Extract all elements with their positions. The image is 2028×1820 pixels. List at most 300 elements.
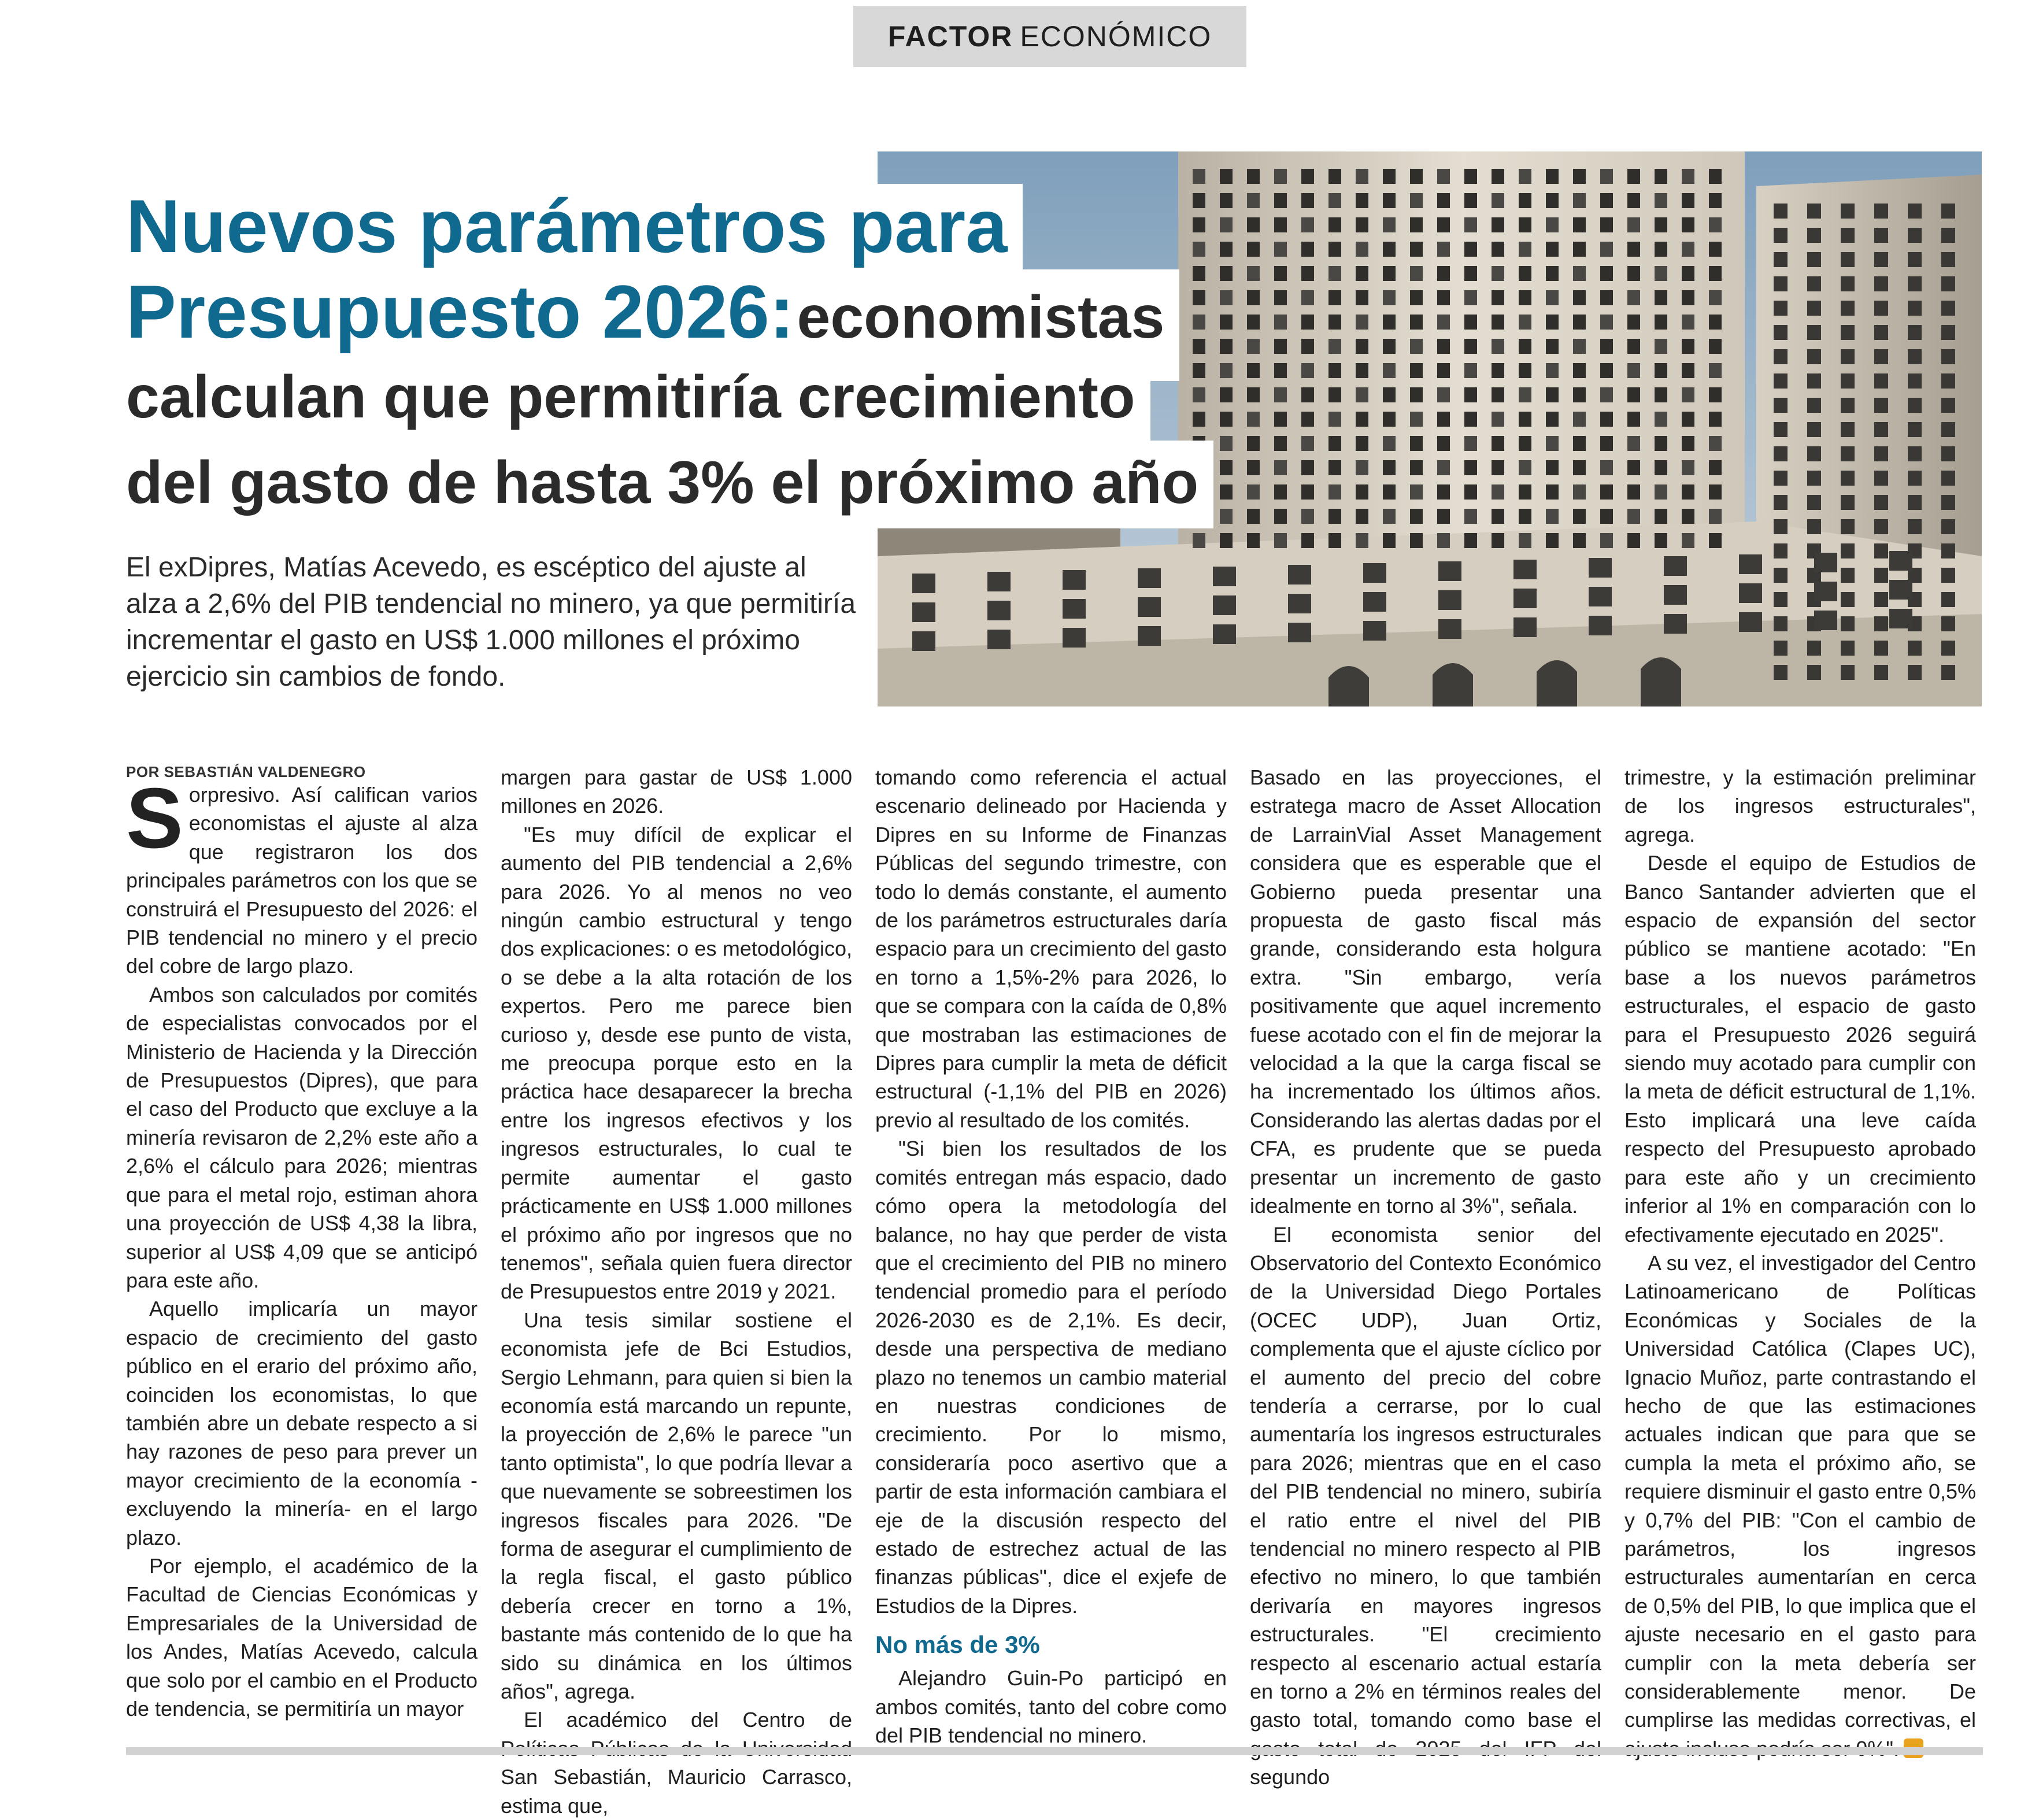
window [1383,339,1396,354]
window [1655,169,1667,184]
window [1655,193,1667,208]
window [1774,422,1788,437]
window [1247,436,1260,451]
window [1519,460,1531,475]
headline-line-4: del gasto de hasta 3% el próximo año [126,441,1213,528]
window [1941,495,1955,510]
window [1383,387,1396,402]
window [1908,495,1922,510]
window [1410,266,1423,281]
window [1546,193,1559,208]
window [1682,460,1694,475]
window [1437,484,1450,500]
window [1874,616,1888,631]
window [1301,363,1314,378]
window [1874,665,1888,680]
window [1138,626,1161,646]
window [1709,266,1722,281]
window [1356,509,1368,524]
window [1874,495,1888,510]
window [1908,373,1922,389]
window [1874,301,1888,316]
window [1874,422,1888,437]
section-tag [853,6,1246,67]
window [1464,509,1477,524]
window [1328,242,1341,257]
window [1274,290,1287,305]
window [1328,484,1341,500]
window [1410,363,1423,378]
window [1546,533,1559,548]
window [1274,193,1287,208]
window [1807,398,1821,413]
window [1709,242,1722,257]
window [1774,592,1788,607]
window [1627,484,1640,500]
window [1774,543,1788,558]
window [1328,169,1341,184]
window [1220,169,1233,184]
window [1655,533,1667,548]
window [1682,533,1694,548]
window [1774,276,1788,291]
window [1739,554,1762,574]
window [1383,509,1396,524]
window [1682,339,1694,354]
window [1492,509,1504,524]
window [1519,484,1531,500]
window [1941,471,1955,486]
window [1941,228,1955,243]
headline-line-3: calculan que permitiría crecimiento [126,355,1150,443]
window [1437,217,1450,232]
window [1908,228,1922,243]
window [1138,568,1161,588]
window [1274,315,1287,330]
window [1464,193,1477,208]
window [1519,509,1531,524]
window [1247,315,1260,330]
window [1573,290,1586,305]
window [1328,533,1341,548]
paragraph-3-2: "Si bien los resultados de los comités entregan más espacio, dado cómo opera la metodología del balance, no hay que perder de vista que el crecimiento del PIB no minero tendencial promedio para el período 2026-2030 es de 2,1%. Es decir, desde una perspectiva de mediano plazo no tenemos un cambio material en nuestras condiciones de crecimiento. Por lo mismo, consideraría poco asertivo que a partir de esta información cambiara el eje de la discusión respecto del estado de estrechez actual de las finanzas públicas", dice el exjefe de Estudios de la Dipres. [875,1137,1227,1618]
window [1627,387,1640,402]
window [1220,533,1233,548]
window [1682,242,1694,257]
window [1841,398,1855,413]
window [1383,315,1396,330]
window [1492,436,1504,451]
window [1600,509,1613,524]
window [1774,568,1788,583]
window [1519,217,1531,232]
window [1301,436,1314,451]
window [1573,242,1586,257]
window [1356,460,1368,475]
window [1519,315,1531,330]
window [1774,301,1788,316]
window [1841,568,1855,583]
window [1464,484,1477,500]
window [1328,363,1341,378]
headline-line-1: Nuevos parámetros para [126,184,1023,272]
window [1546,315,1559,330]
window [1363,592,1386,612]
window [1437,266,1450,281]
window [1247,509,1260,524]
window [1627,460,1640,475]
window [1247,217,1260,232]
window [1908,398,1922,413]
window [1774,373,1788,389]
window [1328,339,1341,354]
window [1492,290,1504,305]
article-column-2 [501,763,852,1820]
window [1774,228,1788,243]
window [1941,325,1955,340]
window [1908,471,1922,486]
window [1908,641,1922,656]
window [1709,290,1722,305]
window [1600,533,1613,548]
window [1383,242,1396,257]
window [1492,242,1504,257]
window [1655,509,1667,524]
window [1063,628,1086,648]
window [1774,519,1788,534]
window [1889,609,1912,628]
window [1437,315,1450,330]
window [1328,387,1341,402]
window [1807,422,1821,437]
window [1573,509,1586,524]
window [1600,363,1613,378]
window [1513,589,1537,608]
window [1664,585,1687,605]
window [1774,446,1788,461]
window [1874,568,1888,583]
window [1356,217,1368,232]
window [1774,495,1788,510]
window [1874,592,1888,607]
window [1874,519,1888,534]
window [1464,412,1477,427]
window [1301,533,1314,548]
window [1627,290,1640,305]
window [1573,266,1586,281]
window [1356,193,1368,208]
window [1807,349,1821,364]
window [1807,373,1821,389]
window [1655,266,1667,281]
window [1356,315,1368,330]
window [1682,387,1694,402]
article-deck: El exDipres, Matías Acevedo, es escéptico del ajuste al alza a 2,6% del PIB tendencial no minero, ya que permitiría incrementar el gasto en US$ 1.000 millones el próximo ejercicio sin cambios de fondo. [126,552,856,692]
paragraph-5-3-text: A su vez, el investigador del Centro Latinoamericano de Políticas Económicas y Sociales de la Universidad Católica (Clapes UC), Ignacio Muñoz, parte contrastando el hecho de que las estimaciones actuales indican que para que se cumpla la meta el próximo año, se requiere disminuir el gasto entre 0,5% y 0,7% del PIB: "Con el cambio de parámetros, los ingresos estructurales aumentarían en cerca de 0,5% del PIB, lo que implica que el ajuste necesario en el gasto para cumplir con la meta debería ser considerablemente menor. De cumplirse las medidas correctivas, el [1624,1251,1976,1732]
window [1814,582,1837,601]
window [1437,339,1450,354]
window [1464,363,1477,378]
window [1941,446,1955,461]
window [1682,193,1694,208]
window [1410,509,1423,524]
paragraph-5-3 [1624,1249,1976,1763]
window [1492,193,1504,208]
window [1941,276,1955,291]
window [1600,290,1613,305]
window [1908,519,1922,534]
window [1301,387,1314,402]
window [1841,592,1855,607]
window [1573,533,1586,548]
window [1519,266,1531,281]
window [1739,612,1762,632]
window [1410,387,1423,402]
window [1301,217,1314,232]
window [1655,363,1667,378]
window [1807,641,1821,656]
window [1519,363,1531,378]
window [1682,290,1694,305]
article-column-5 [1624,763,1976,1763]
window [1627,266,1640,281]
window [1908,276,1922,291]
window [1627,193,1640,208]
window [1519,242,1531,257]
window [1301,193,1314,208]
window [1841,543,1855,558]
window [1438,590,1461,610]
window [1774,252,1788,267]
window [1807,665,1821,680]
window [1247,460,1260,475]
window [1288,594,1311,613]
window [1464,242,1477,257]
window [1274,460,1287,475]
window [1774,665,1788,680]
window [1889,580,1912,600]
window [1437,387,1450,402]
paragraph-2-3: Una tesis similar sostiene el economista jefe de Bci Estudios, Sergio Lehmann, para quien si bien la economía está marcando un repunte, la proyección de 2,6% le parece "un tanto optimista", lo que podría llevar a que nuevamente se sobreestimen los ingresos fiscales para 2026. "De forma de asegurar el cumplimiento de la regla fiscal, el gasto público debería crecer en torno a 1%, bastante más contenido de lo que ha sido su dinámica en los últimos años", agrega. [501,1308,852,1703]
window [1627,412,1640,427]
window [1213,595,1236,615]
window [1709,217,1722,232]
window [1437,363,1450,378]
window [1464,339,1477,354]
window [1437,242,1450,257]
window [1492,169,1504,184]
window [1356,363,1368,378]
window [1941,519,1955,534]
window [1600,242,1613,257]
paragraph-4-2: El economista senior del Observatorio del Contexto Económico de la Universidad Diego Portales (OCEC UDP), Juan Ortiz, complementa que el ajuste cíclico por el aumento del precio del cobre tendería a cerrarse, por lo cual aumentaría los ingresos estructurales para 2026; mientras que en el caso del PIB tendencial no minero, subiría el ratio entre el nivel del PIB tendencial no minero respecto al PIB efectivo no minero, lo que también derivaría en mayores ingresos estructurales. "El crecimiento respecto al escenario actual estaría en torno a 2% en términos reales del gasto total, tomando como base el segundo [1250,1222,1601,1789]
window [1682,169,1694,184]
window [1546,339,1559,354]
window [1682,363,1694,378]
window [1410,315,1423,330]
window [1464,387,1477,402]
window [1739,583,1762,603]
window [1709,436,1722,451]
window [1546,412,1559,427]
window [1492,339,1504,354]
window [1664,614,1687,634]
window [1841,422,1855,437]
paragraph-4-1: Basado en las proyecciones, el estratega macro de Asset Allocation de LarrainVial Asset Management considera que es esperable que el Gobierno pueda presentar una propuesta de gasto fiscal más grande, considerando esta holgura extra. "Sin embargo, vería positivamente que aquel incremento fuese acotado con el fin de mejorar la velocidad a la que la carga fiscal se ha incrementado los últimos años. Considerando las alertas dadas por el CFA, es prudente que se pueda presentar un incremento de gasto idealmente en torno al 3%", señala. [1250,765,1601,1218]
window [1492,387,1504,402]
window [1589,616,1612,635]
window [1363,563,1386,583]
window [1573,193,1586,208]
window [1655,387,1667,402]
window [1410,193,1423,208]
window [1492,460,1504,475]
window [1383,266,1396,281]
window [1356,290,1368,305]
window [1874,204,1888,219]
window [1546,509,1559,524]
window [1655,339,1667,354]
window [1519,436,1531,451]
window [1874,398,1888,413]
window [1655,412,1667,427]
window [1874,446,1888,461]
window [1841,471,1855,486]
window [1807,471,1821,486]
window [1841,349,1855,364]
window [1383,484,1396,500]
window [1889,551,1912,571]
window [1600,387,1613,402]
window [1383,193,1396,208]
window [1519,339,1531,354]
window [1410,217,1423,232]
window [1437,290,1450,305]
window [1682,484,1694,500]
window [1941,204,1955,219]
window [912,631,935,651]
window [1941,398,1955,413]
window [1573,412,1586,427]
window [1908,204,1922,219]
window [1410,339,1423,354]
window [1573,169,1586,184]
window [1573,387,1586,402]
window [1437,460,1450,475]
window [1709,169,1722,184]
window [1807,204,1821,219]
window [1573,436,1586,451]
window [1437,436,1450,451]
window [1941,616,1955,631]
window [1328,266,1341,281]
window [1363,621,1386,641]
window [1193,169,1205,184]
drop-cap: S [126,771,183,866]
window [1410,460,1423,475]
section-tag-light: ECONÓMICO [1020,20,1212,53]
window [1941,349,1955,364]
window [1437,169,1450,184]
window [1655,484,1667,500]
window [1546,290,1559,305]
window [1247,533,1260,548]
window [1356,533,1368,548]
window [1383,436,1396,451]
window [1814,553,1837,572]
window [1709,533,1722,548]
window [1589,587,1612,606]
window [1874,252,1888,267]
window [1627,436,1640,451]
window [1908,665,1922,680]
window [1600,266,1613,281]
window [987,572,1011,591]
window [1464,533,1477,548]
window [1437,193,1450,208]
window [1247,484,1260,500]
paragraph-3-1: tomando como referencia el actual escenario delineado por Hacienda y Dipres en su Informe de Finanzas Públicas del segundo trimestre, con todo lo demás constante, el aumento de los parámetros estructurales daría espacio para un crecimiento del gasto en torno a 1,5%-2% para 2026, lo que se compara con la caída de 0,8% que mostraban las estimaciones de Dipres para cumplir la meta de déficit estructural (-1,1% del PIB en 2026) previo al resultado de los comités. [875,765,1227,1132]
paragraph-2-1: margen para gastar de US$ 1.000 millones en 2026. [501,765,852,818]
window [1546,217,1559,232]
window [1464,169,1477,184]
window [1627,339,1640,354]
window [1774,616,1788,631]
window [1600,460,1613,475]
window [1492,315,1504,330]
window [1274,217,1287,232]
window [1600,193,1613,208]
window [1247,193,1260,208]
window [1063,599,1086,619]
window [1841,641,1855,656]
paragraph-2-2: "Es muy difícil de explicar el aumento del PIB tendencial a 2,6% para 2026. Yo al menos no veo ningún cambio estructural y tengo dos explicaciones: o es metodológico, o se debe a la alta rotación de los expertos. Pero me parece bien curioso y, desde ese punto de vista, me preocupa porque esto en la práctica hace desaparecer la brecha entre los ingresos efectivos y los ingresos estructurales, lo cual te permite aumentar el gasto prácticamente en US$ 1.000 millones el próximo año por ingresos que no tenemos", señala quien fuera director de Presupuestos entre 2019 y 2021. [501,822,852,1304]
window [1519,387,1531,402]
window [1573,315,1586,330]
window [1655,436,1667,451]
window [1274,266,1287,281]
window [1546,484,1559,500]
window [1410,290,1423,305]
window [1627,169,1640,184]
window [1356,484,1368,500]
window [1941,568,1955,583]
window [1908,301,1922,316]
window [1437,412,1450,427]
subheading: No más de 3% [875,1631,1040,1659]
window [1841,228,1855,243]
window [1941,592,1955,607]
window [1841,301,1855,316]
window [1807,495,1821,510]
window [1573,484,1586,500]
window [1573,460,1586,475]
window [1841,276,1855,291]
window [1274,169,1287,184]
window [1655,315,1667,330]
window [1908,349,1922,364]
window [1464,315,1477,330]
window [1627,533,1640,548]
section-tag-bold: FACTOR [887,20,1013,53]
window [1328,509,1341,524]
window [1774,641,1788,656]
window [1513,560,1537,579]
window [1247,169,1260,184]
window [1301,339,1314,354]
window [1941,422,1955,437]
bottom-rule [126,1747,1983,1755]
